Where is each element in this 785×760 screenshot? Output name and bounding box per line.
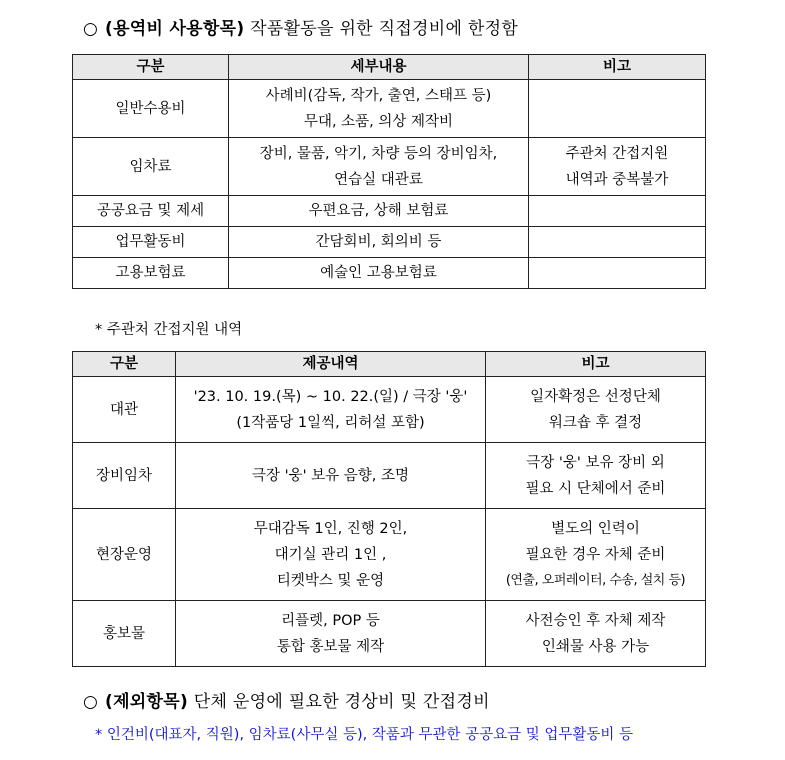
- circle-bullet-icon: ○: [83, 692, 99, 712]
- table-row: [73, 509, 706, 601]
- row-note: 주관처 간접지원 내역과 중복불가: [529, 138, 706, 196]
- section-text: 작품활동을 위한 직접경비에 한정함: [250, 19, 519, 39]
- row-category: 홍보물: [73, 601, 176, 667]
- section-label: (제외항목): [105, 692, 189, 712]
- header-category: 구분: [73, 352, 176, 377]
- table-row: [73, 80, 706, 138]
- row-category: 일반수용비: [73, 80, 229, 138]
- row-detail: 리플렛, POP 등 통합 홍보물 제작: [176, 601, 486, 667]
- row-category: 대관: [73, 377, 176, 443]
- table-row: [73, 196, 706, 227]
- row-detail: 사례비(감독, 작가, 출연, 스태프 등) 무대, 소품, 의상 제작비: [229, 80, 529, 138]
- row-note: [529, 80, 706, 138]
- row-detail: 예술인 고용보험료: [229, 258, 529, 289]
- row-detail: 장비, 물품, 악기, 차량 등의 장비임차, 연습실 대관료: [229, 138, 529, 196]
- section-text: 단체 운영에 필요한 경상비 및 간접경비: [193, 692, 490, 712]
- row-detail: '23. 10. 19.(목) ~ 10. 22.(일) / 극장 '웅' (1작품당 1일씩, 리허설 포함): [176, 377, 486, 443]
- section-heading-excluded: [83, 687, 490, 712]
- table-row: [73, 443, 706, 509]
- row-note: [529, 196, 706, 227]
- table-row: [73, 377, 706, 443]
- excluded-items-note: * 인건비(대표자, 직원), 임차료(사무실 등), 작품과 무관한 공공요금 및 업무활동비 등: [95, 727, 634, 743]
- row-detail: 우편요금, 상해 보험료: [229, 196, 529, 227]
- row-note: 일자확정은 선정단체 워크숍 후 결정: [486, 377, 706, 443]
- usage-items-table: [72, 54, 706, 289]
- row-category: 공공요금 및 제세: [73, 196, 229, 227]
- row-detail: 극장 '웅' 보유 음향, 조명: [176, 443, 486, 509]
- table-row: [73, 138, 706, 196]
- header-category: 구분: [73, 55, 229, 80]
- indirect-support-table: [72, 351, 706, 667]
- table-header-row: [73, 55, 706, 80]
- indirect-support-note: * 주관처 간접지원 내역: [95, 322, 243, 338]
- row-category: 임차료: [73, 138, 229, 196]
- table-row: [73, 258, 706, 289]
- header-detail: 제공내역: [176, 352, 486, 377]
- row-note: [529, 227, 706, 258]
- row-note: [529, 258, 706, 289]
- section-label: (용역비 사용항목): [105, 19, 245, 39]
- section-heading-usage: [83, 14, 518, 39]
- row-category: 현장운영: [73, 509, 176, 601]
- row-detail: 무대감독 1인, 진행 2인, 대기실 관리 1인 , 티켓박스 및 운영: [176, 509, 486, 601]
- circle-bullet-icon: ○: [83, 19, 99, 39]
- row-category: 고용보험료: [73, 258, 229, 289]
- row-note: 사전승인 후 자체 제작 인쇄물 사용 가능: [486, 601, 706, 667]
- table-header-row: [73, 352, 706, 377]
- header-detail: 세부내용: [229, 55, 529, 80]
- row-category: 업무활동비: [73, 227, 229, 258]
- row-note: 별도의 인력이 필요한 경우 자체 준비 (연출, 오퍼레이터, 수송, 설치 등): [486, 509, 706, 601]
- header-note: 비고: [486, 352, 706, 377]
- row-detail: 간담회비, 회의비 등: [229, 227, 529, 258]
- table-row: [73, 227, 706, 258]
- row-note: 극장 '웅' 보유 장비 외 필요 시 단체에서 준비: [486, 443, 706, 509]
- header-note: 비고: [529, 55, 706, 80]
- table-row: [73, 601, 706, 667]
- row-category: 장비임차: [73, 443, 176, 509]
